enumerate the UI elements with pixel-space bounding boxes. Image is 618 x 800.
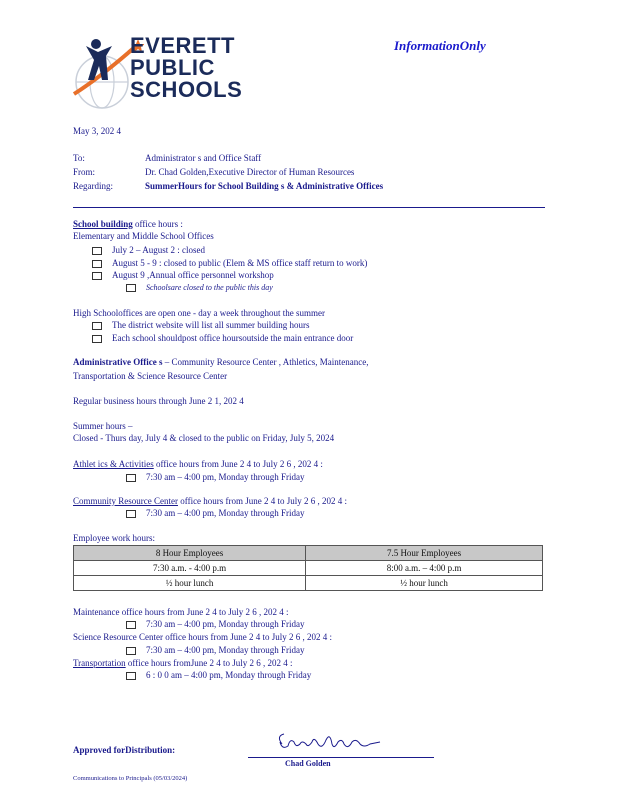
athletics-rest: office hours from June 2 4 to July 2 6 , 202 4 : [153,459,323,469]
table-cell: 8:00 a.m. – 4:00 p.m [306,561,543,576]
bullet-icon [92,335,102,343]
hours-text: 7:30 am – 4:00 pm, Monday through Friday [146,508,305,518]
athletics-heading: Athlet ics & Activities [73,459,154,469]
maintenance-line: Maintenance office hours from June 2 4 to July 2 6 , 202 4 : [73,607,289,617]
community-rest: office hours from June 2 4 to July 2 6 , 202 4 : [177,496,348,506]
list-item-text: July 2 – August 2 : closed [112,245,206,255]
hours-text: 7:30 am – 4:00 pm, Monday through Friday [146,645,305,655]
community-hours [126,508,305,518]
table-cell: ½ hour lunch [306,576,543,591]
list-item [92,258,367,268]
list-item-text: The district website will list all summer building hours [112,320,310,330]
signature-icon [274,730,384,756]
regarding-value: SummerHours for School Building s & Administrative Offices [145,181,384,191]
elementary-subheading: Elementary and Middle School Offices [73,231,214,241]
summer-hours-label: Summer hours – [73,421,133,431]
table-header-cell: 8 Hour Employees [74,546,306,561]
bullet-icon [92,272,102,280]
logo-line-2: PUBLIC [130,55,215,80]
list-item-text: August 5 - 9 : closed to public (Elem & MS office staff return to work) [112,258,368,268]
list-item-text: August 9 ,Annual office personnel workshop [112,270,274,280]
logo-line-3: SCHOOLS [130,77,243,102]
admin-offices-line-2: Transportation & Science Resource Center [73,371,228,381]
list-subitem-text: Schoolsare closed to the public this day [146,283,273,292]
employee-hours-table [73,545,543,591]
community-line [73,496,347,506]
athletics-line [73,459,323,469]
bullet-icon [92,322,102,330]
science-line: Science Resource Center office hours from June 2 4 to July 2 6 , 202 4 : [73,632,333,642]
regarding-label: Regarding: [73,181,113,191]
summer-hours-closed: Closed - Thurs day, July 4 & closed to the public on Friday, July 5, 2024 [73,433,335,443]
list-item-text: Each school shouldpost office hoursoutside the main entrance door [112,333,354,343]
logo [72,33,252,112]
science-hours [126,645,305,655]
transportation-heading: Transportation [73,658,126,668]
school-building-heading: School building [73,219,133,229]
regular-hours-line: Regular business hours through June 2 1, 202 4 [73,396,244,406]
bullet-icon [92,247,102,255]
signature-line [248,757,434,758]
admin-offices-heading: Administrative Office s [73,357,163,367]
athletics-hours [126,472,305,482]
table-header-cell: 7.5 Hour Employees [306,546,543,561]
bullet-icon [126,672,136,680]
list-item [92,333,353,343]
school-building-line [73,219,183,229]
list-item [92,320,309,330]
list-item [92,270,274,280]
bullet-icon [92,260,102,268]
admin-offices-line [73,357,368,367]
to-value: Administrator s and Office Staff [145,153,262,163]
list-subitem [126,283,273,292]
transportation-rest: office hours fromJune 2 4 to July 2 6 , 202 4 : [125,658,293,668]
bullet-icon [126,647,136,655]
bullet-icon [126,510,136,518]
table-cell: ½ hour lunch [74,576,306,591]
employee-label: Employee work hours: [73,533,155,543]
bullet-icon [126,284,136,292]
bullet-icon [126,474,136,482]
footer-note: Communications to Principals (05/03/2024) [73,775,188,782]
bullet-icon [126,621,136,629]
transportation-line [73,658,293,668]
logo-line-1: EVERETT [130,33,235,58]
header-divider [73,207,545,208]
approval-label: Approved forDistribution: [73,745,176,755]
to-label: To: [73,153,85,163]
hours-text: 6 : 0 0 am – 4:00 pm, Monday through Friday [146,670,312,680]
memo-date: May 3, 202 4 [73,126,121,136]
school-building-rest: office hours : [132,219,183,229]
hours-text: 7:30 am – 4:00 pm, Monday through Friday [146,472,305,482]
list-item [92,245,205,255]
high-school-line: High Schooloffices are open one - day a week throughout the summer [73,308,326,318]
admin-offices-rest: – Community Resource Center , Athletics, Maintenance, [162,357,369,367]
information-only-label: InformationOnly [394,38,486,53]
maintenance-hours [126,619,305,629]
signer-name: Chad Golden [285,759,331,768]
hours-text: 7:30 am – 4:00 pm, Monday through Friday [146,619,305,629]
table-cell: 7:30 a.m. - 4:00 p.m [74,561,306,576]
from-label: From: [73,167,96,177]
from-value: Dr. Chad Golden,Executive Director of Human Resources [145,167,355,177]
community-heading: Community Resource Center [73,496,178,506]
transportation-hours [126,670,311,680]
